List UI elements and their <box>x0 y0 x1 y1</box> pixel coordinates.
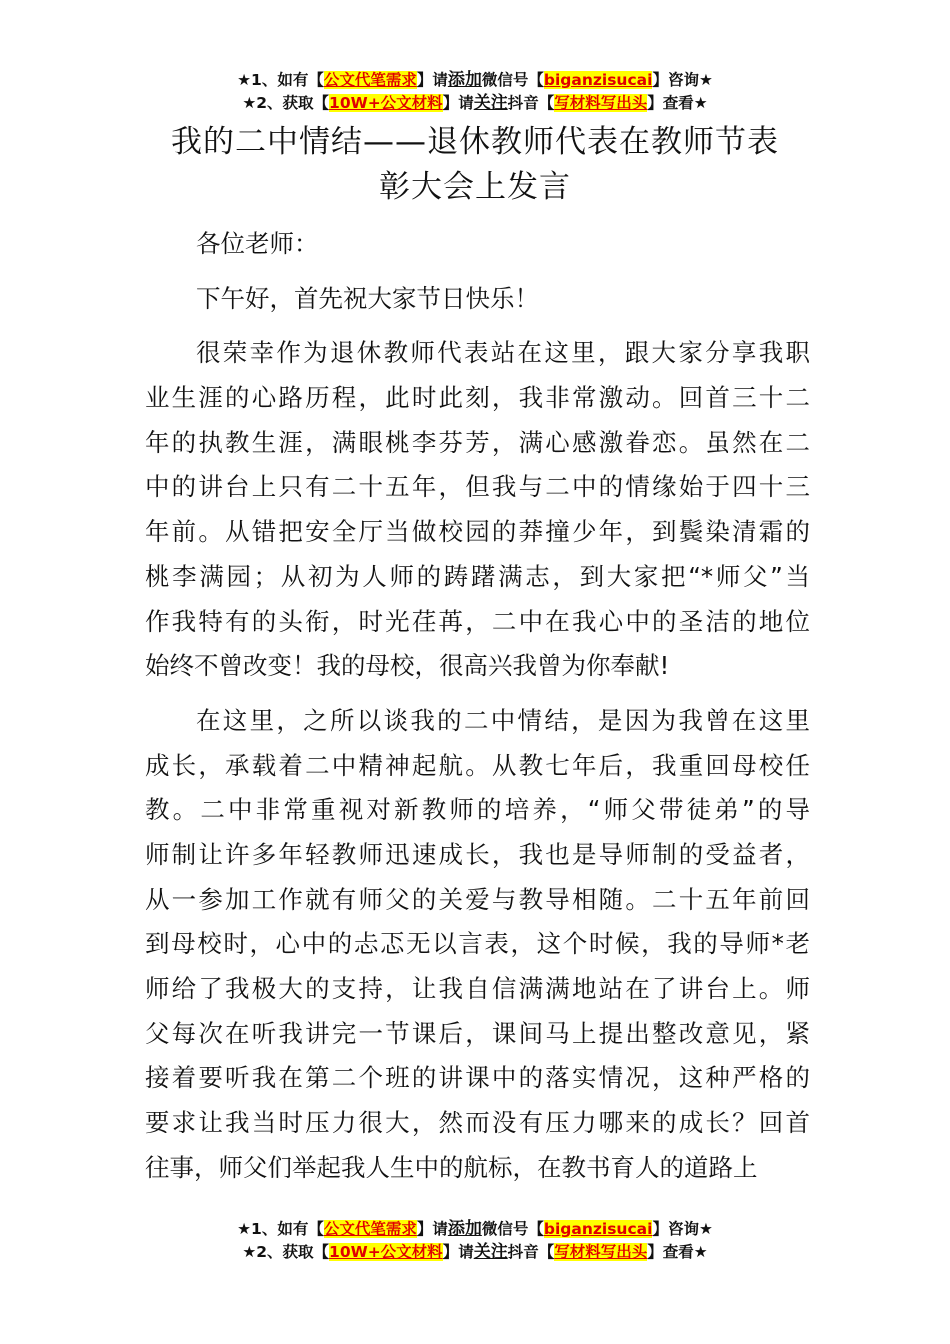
title-line: 彰大会上发言 <box>379 169 571 205</box>
paragraph <box>145 222 810 267</box>
banner-text: ★1、如有【 <box>237 71 324 89</box>
footer-banner <box>0 1218 950 1264</box>
highlight-wechat-id: biganzisucai <box>543 71 653 89</box>
paragraph-line: 作我特有的头衔，时光荏苒，二中在我心中的圣洁的地位 <box>145 606 810 636</box>
banner-emphasis: 添加 <box>447 1219 482 1239</box>
banner-text: 】请 <box>416 1220 448 1238</box>
banner-text: ★1、如有【 <box>237 1220 324 1238</box>
paragraph-line: 教。二中非常重视对新教师的培养，“师父带徒弟”的导 <box>145 795 810 825</box>
paragraph <box>145 277 810 322</box>
banner-text: 微信号【 <box>481 71 544 89</box>
paragraph-line: 到母校时，心中的忐忑无以言表，这个时候，我的导师*老 <box>145 929 810 959</box>
paragraph-line: 年前。从错把安全厅当做校园的莽撞少年，到鬓染清霜的 <box>145 517 810 547</box>
banner-text: 】请 <box>442 94 474 112</box>
banner-text: 】查看★ <box>647 94 708 112</box>
banner-text: 】请 <box>442 1243 474 1261</box>
paragraph-line: 中的讲台上只有二十五年，但我与二中的情缘始于四十三 <box>145 472 810 502</box>
paragraph-line: 业生涯的心路历程，此时此刻，我非常激动。回首三十二 <box>145 383 810 413</box>
paragraph-line: 父每次在听我讲完一节课后，课间马上提出整改意见，紧 <box>145 1018 810 1048</box>
paragraph-line: 从一参加工作就有师父的关爱与教导相随。二十五年前回 <box>145 884 810 914</box>
paragraph-line: 下午好，首先祝大家节日快乐！ <box>196 283 539 313</box>
paragraph-line: 师给了我极大的支持，让我自信满满地站在了讲台上。师 <box>145 974 810 1003</box>
title-line: 我的二中情结——退休教师代表在教师节表 <box>171 124 779 160</box>
header-banner <box>0 69 950 115</box>
paragraph-line: 往事，师父们举起我人生中的航标，在教书育人的道路上 <box>145 1152 758 1182</box>
highlight-service: 公文代笔需求 <box>323 71 417 89</box>
banner-text: ★2、获取【 <box>242 94 330 112</box>
banner-line-1 <box>0 69 950 92</box>
banner-text: 微信号【 <box>481 1220 544 1238</box>
paragraph-line: 在这里，之所以谈我的二中情结，是因为我曾在这里 <box>196 705 810 735</box>
paragraph-line: 师制让许多年轻教师迅速成长，我也是导师制的受益者， <box>145 839 810 869</box>
highlight-douyin: 写材料写出头 <box>554 94 648 112</box>
paragraph-line: 要求让我当时压力很大，然而没有压力哪来的成长？回首 <box>145 1108 810 1138</box>
highlight-materials: 10W+公文材料 <box>329 94 443 112</box>
banner-text: 】查看★ <box>647 1243 708 1261</box>
paragraph-line: 始终不曾改变！我的母校，很高兴我曾为你奉献! <box>145 651 670 681</box>
highlight-douyin: 写材料写出头 <box>554 1243 648 1261</box>
highlight-service: 公文代笔需求 <box>323 1220 417 1238</box>
highlight-materials: 10W+公文材料 <box>329 1243 443 1261</box>
page-title <box>140 120 810 210</box>
banner-line-2 <box>0 92 950 115</box>
paragraph-line: 接着要听我在第二个班的讲课中的落实情况，这种严格的 <box>145 1063 810 1093</box>
banner-emphasis: 关注 <box>473 1242 508 1262</box>
paragraph-line: 很荣幸作为退休教师代表站在这里，跟大家分享我职 <box>196 338 810 368</box>
banner-text: ★2、获取【 <box>242 1243 330 1261</box>
banner-emphasis: 关注 <box>473 93 508 113</box>
paragraph-line: 成长，承载着二中精神起航。从教七年后，我重回母校任 <box>145 750 810 780</box>
banner-text: 抖音【 <box>507 1243 555 1261</box>
banner-text: 抖音【 <box>507 94 555 112</box>
paragraph-line: 各位老师： <box>196 229 319 258</box>
banner-line-2 <box>0 1241 950 1264</box>
banner-line-1 <box>0 1218 950 1241</box>
paragraph-line: 年的执教生涯，满眼桃李芬芳，满心感激眷恋。虽然在二 <box>145 427 810 457</box>
highlight-wechat-id: biganzisucai <box>543 1220 653 1238</box>
paragraph <box>145 331 810 689</box>
banner-emphasis: 添加 <box>447 70 482 90</box>
document-body <box>145 222 810 1200</box>
paragraph <box>145 699 810 1191</box>
banner-text: 】咨询★ <box>652 1220 713 1238</box>
banner-text: 】咨询★ <box>652 71 713 89</box>
banner-text: 】请 <box>416 71 448 89</box>
paragraph-line: 桃李满园；从初为人师的踌躇满志，到大家把“*师父”当 <box>145 561 810 591</box>
